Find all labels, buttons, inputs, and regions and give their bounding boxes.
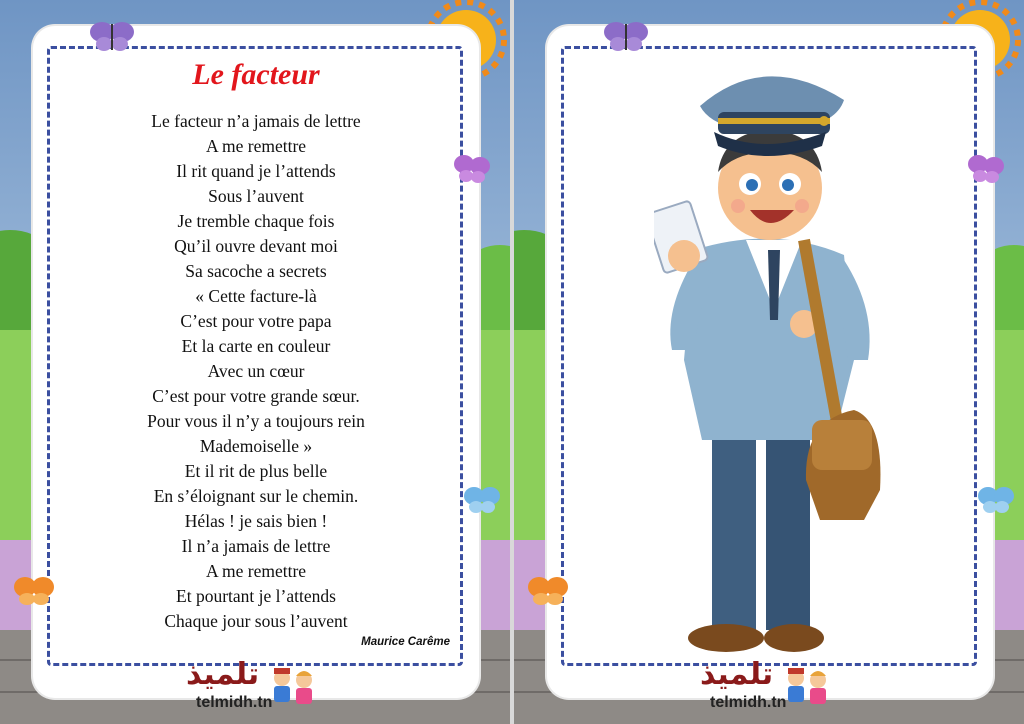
logo-url: telmidh.tn [196, 694, 273, 711]
butterfly-blue-icon [462, 484, 502, 516]
poem-panel [0, 0, 510, 724]
butterfly-blue-icon [976, 484, 1016, 516]
poem-line: Il n’a jamais de lettre [181, 536, 331, 556]
poem-line: Hélas ! je sais bien ! [184, 511, 328, 531]
poem-title: Le facteur [192, 58, 320, 91]
poem-line: Chaque jour sous l’auvent [164, 611, 348, 631]
poem-line: Pour vous il n’y a toujours rein [147, 411, 365, 431]
butterfly-purple-icon [602, 18, 650, 54]
poem-author: Maurice Carême [361, 636, 450, 648]
poem-line: Il rit quand je l’attends [176, 161, 336, 181]
telmidh-logo[interactable] [186, 658, 326, 716]
telmidh-logo[interactable] [700, 658, 840, 716]
logo-arabic-name: تلميذ [700, 657, 774, 692]
poem-line: C’est pour votre grande sœur. [152, 386, 360, 406]
poem-line: A me remettre [205, 136, 307, 156]
poem-line: En s’éloignant sur le chemin. [153, 486, 359, 506]
poem-line: Je tremble chaque fois [177, 211, 335, 231]
poem-line: Et il rit de plus belle [184, 461, 328, 481]
illustration-panel [514, 0, 1024, 724]
butterfly-purple-icon [452, 152, 492, 186]
poem-line: Et pourtant je l’attends [176, 586, 336, 606]
poem-line: Le facteur n’a jamais de lettre [151, 111, 361, 131]
logo-url: telmidh.tn [710, 694, 787, 711]
poem-line: Et la carte en couleur [181, 336, 331, 356]
poem-line: Sous l’auvent [208, 186, 304, 206]
kids-reading-icon [268, 666, 318, 710]
poem-body [56, 109, 456, 634]
poem-line: « Cette facture-là [195, 286, 317, 306]
kids-reading-icon [782, 666, 832, 710]
logo-arabic-name: تلميذ [186, 657, 260, 692]
butterfly-orange-icon [526, 574, 570, 608]
poem-line: Avec un cœur [207, 361, 305, 381]
butterfly-purple-icon [966, 152, 1006, 186]
poem-line: Qu’il ouvre devant moi [174, 236, 338, 256]
poem-line: C’est pour votre papa [180, 311, 332, 331]
butterfly-purple-icon [88, 18, 136, 54]
poem-line: Mademoiselle » [199, 436, 313, 456]
mail-carrier-illustration [654, 60, 894, 664]
butterfly-orange-icon [12, 574, 56, 608]
poem-line: A me remettre [205, 561, 307, 581]
poem-line: Sa sacoche a secrets [185, 261, 327, 281]
